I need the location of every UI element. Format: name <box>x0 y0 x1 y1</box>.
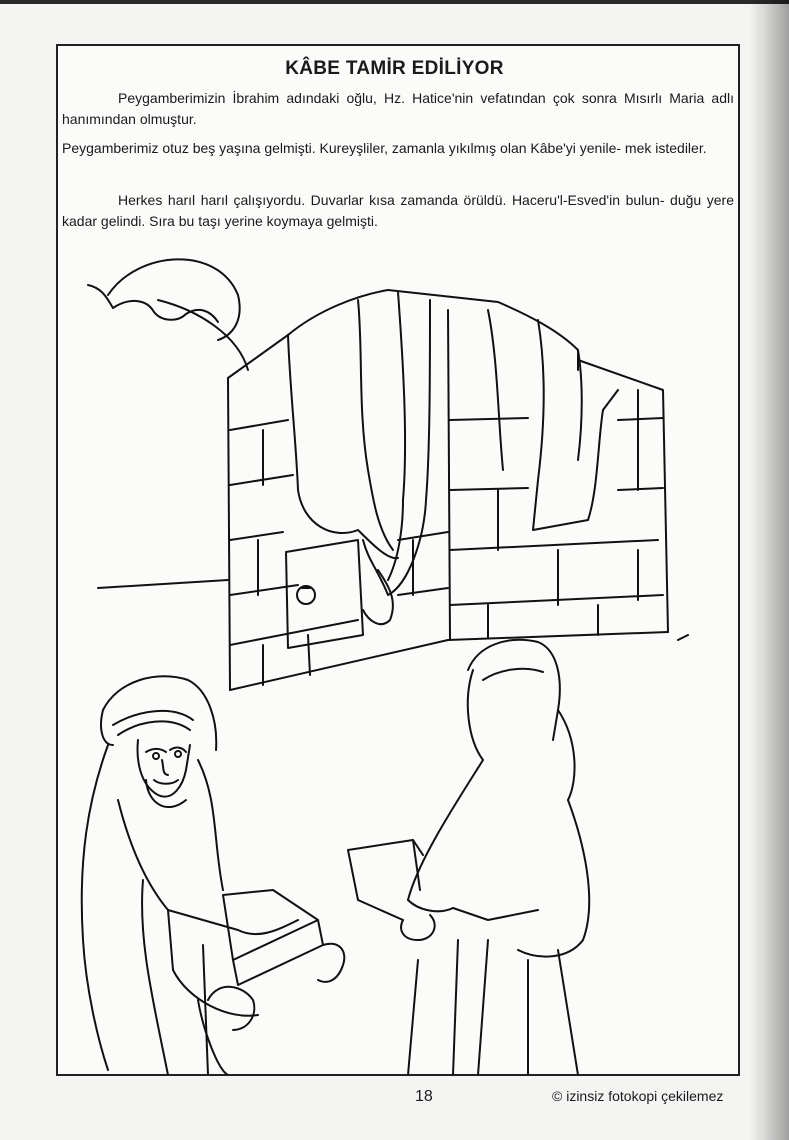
horizon-lines <box>98 300 688 640</box>
paragraph-2: Peygamberimiz otuz beş yaşına gelmişti. Kureyşliler, zamanla yıkılmış olan Kâbe'yi yenile- mek istediler. <box>62 140 707 156</box>
man-left-drawing <box>82 676 345 1075</box>
page-title: KÂBE TAMİR EDİLİYOR <box>285 58 504 79</box>
book-spine-shadow <box>749 0 789 1140</box>
paragraph-1: Peygamberimizin İbrahim adındaki oğlu, Hz. Hatice'nin vefatından çok sonra Mısırlı Maria adlı hanımından olmuştur. <box>62 90 734 127</box>
sun-drawing <box>108 259 240 340</box>
paragraph-3: Herkes harıl harıl çalışıyordu. Duvarlar kısa zamanda örüldü. Haceru'l-Esved'in bulun- duğu yere kadar gelindi. Sıra bu taşı yerine koymaya gelmişti. <box>62 192 734 229</box>
kaaba-drawing <box>228 290 668 690</box>
page-number: 18 <box>415 1088 433 1105</box>
coloring-illustration <box>58 240 738 1075</box>
page-top-edge <box>0 0 789 4</box>
copyright-notice: © izinsiz fotokopi çekilemez <box>552 1088 724 1104</box>
person-right-drawing <box>348 640 589 1075</box>
